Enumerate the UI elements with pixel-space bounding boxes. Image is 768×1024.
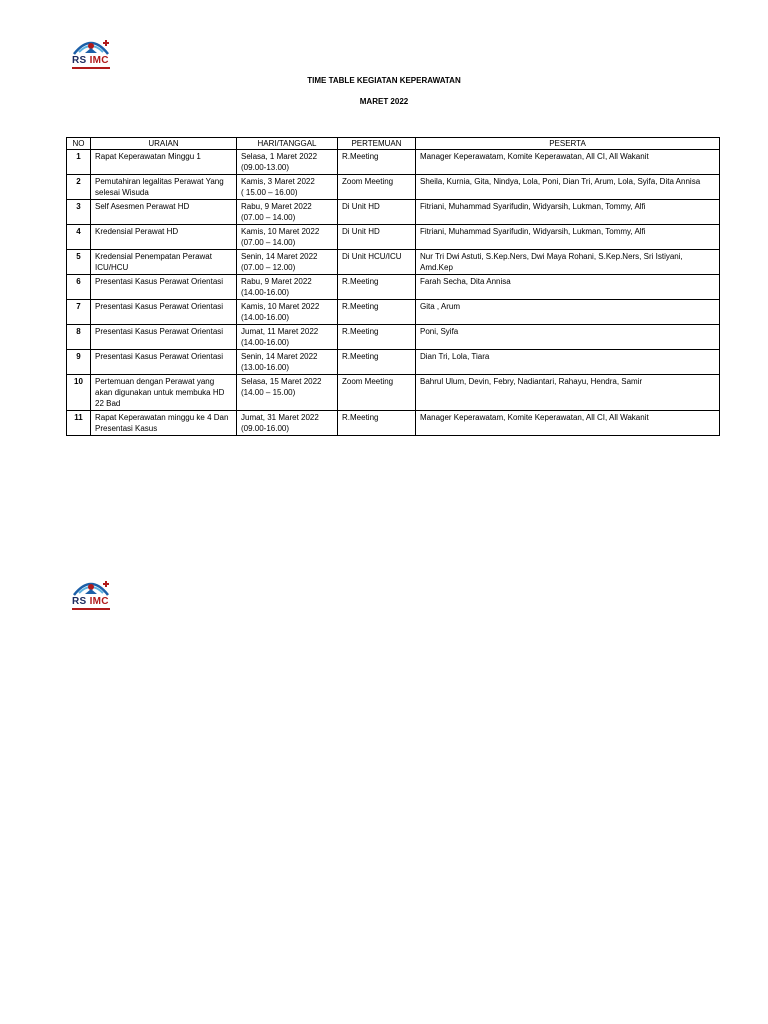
row-uraian: Presentasi Kasus Perawat Orientasi	[91, 325, 237, 350]
table-row	[67, 175, 720, 200]
row-peserta: Nur Tri Dwi Astuti, S.Kep.Ners, Dwi Maya Rohani, S.Kep.Ners, Sri Istiyani, Amd.Kep	[416, 250, 720, 275]
row-uraian: Presentasi Kasus Perawat Orientasi	[91, 300, 237, 325]
row-waktu: (09.00-13.00)	[241, 163, 290, 172]
row-number: 9	[67, 350, 91, 375]
row-tanggal: Kamis, 10 Maret 2022	[241, 302, 320, 311]
row-tanggal: Rabu, 9 Maret 2022	[241, 202, 312, 211]
column-header-peserta: PESERTA	[416, 138, 720, 150]
row-uraian: Presentasi Kasus Perawat Orientasi	[91, 275, 237, 300]
row-hari-tanggal	[237, 200, 338, 225]
row-uraian: Pertemuan dengan Perawat yang akan digunakan untuk membuka HD 22 Bad	[91, 375, 237, 411]
row-waktu: (14.00-16.00)	[241, 313, 290, 322]
row-hari-tanggal	[237, 350, 338, 375]
row-tanggal: Jumat, 31 Maret 2022	[241, 413, 319, 422]
row-hari-tanggal	[237, 411, 338, 436]
row-waktu: (07.00 – 14.00)	[241, 238, 296, 247]
table-row	[67, 275, 720, 300]
row-waktu: (09.00-16.00)	[241, 424, 290, 433]
row-hari-tanggal	[237, 325, 338, 350]
table-header-row	[67, 138, 720, 150]
row-tanggal: Kamis, 3 Maret 2022	[241, 177, 315, 186]
row-waktu: ( 15.00 – 16.00)	[241, 188, 298, 197]
row-uraian: Self Asesmen Perawat HD	[91, 200, 237, 225]
row-uraian: Pemutahiran legalitas Perawat Yang selesai Wisuda	[91, 175, 237, 200]
row-pertemuan: R.Meeting	[338, 411, 416, 436]
table-row	[67, 411, 720, 436]
hospital-logo	[70, 36, 112, 70]
row-number: 3	[67, 200, 91, 225]
column-header-uraian: URAIAN	[91, 138, 237, 150]
row-peserta: Manager Keperawatam, Komite Keperawatan, All CI, All Wakanit	[416, 150, 720, 175]
row-peserta: Bahrul Ulum, Devin, Febry, Nadiantari, Rahayu, Hendra, Samir	[416, 375, 720, 411]
row-hari-tanggal	[237, 250, 338, 275]
row-number: 11	[67, 411, 91, 436]
row-peserta: Fitriani, Muhammad Syarifudin, Widyarsih, Lukman, Tommy, Alfi	[416, 225, 720, 250]
table-row	[67, 350, 720, 375]
logo-text: RS IMC	[72, 55, 109, 66]
row-pertemuan: Di Unit HD	[338, 225, 416, 250]
row-uraian: Rapat Keperawatan Minggu 1	[91, 150, 237, 175]
hospital-logo-page-2	[70, 577, 112, 611]
row-hari-tanggal	[237, 175, 338, 200]
row-tanggal: Kamis, 10 Maret 2022	[241, 227, 320, 236]
row-waktu: (07.00 – 12.00)	[241, 263, 296, 272]
schedule-table	[66, 137, 720, 436]
table-row	[67, 250, 720, 275]
row-tanggal: Rabu, 9 Maret 2022	[241, 277, 312, 286]
row-tanggal: Jumat, 11 Maret 2022	[241, 327, 319, 336]
row-pertemuan: Di Unit HCU/ICU	[338, 250, 416, 275]
logo-underline	[72, 67, 110, 69]
row-pertemuan: R.Meeting	[338, 300, 416, 325]
row-pertemuan: R.Meeting	[338, 150, 416, 175]
table-row	[67, 200, 720, 225]
document-title: TIME TABLE KEGIATAN KEPERAWATAN	[307, 76, 461, 85]
row-pertemuan: Zoom Meeting	[338, 375, 416, 411]
row-uraian: Kredensial Perawat HD	[91, 225, 237, 250]
row-number: 6	[67, 275, 91, 300]
row-uraian: Presentasi Kasus Perawat Orientasi	[91, 350, 237, 375]
row-peserta: Fitriani, Muhammad Syarifudin, Widyarsih, Lukman, Tommy, Alfi	[416, 200, 720, 225]
row-peserta: Farah Secha, Dita Annisa	[416, 275, 720, 300]
row-pertemuan: Di Unit HD	[338, 200, 416, 225]
logo-underline	[72, 608, 110, 610]
row-peserta: Dian Tri, Lola, Tiara	[416, 350, 720, 375]
row-hari-tanggal	[237, 375, 338, 411]
row-peserta: Sheila, Kurnia, Gita, Nindya, Lola, Poni, Dian Tri, Arum, Lola, Syifa, Dita Annisa	[416, 175, 720, 200]
row-hari-tanggal	[237, 275, 338, 300]
row-pertemuan: R.Meeting	[338, 325, 416, 350]
row-hari-tanggal	[237, 225, 338, 250]
column-header-pertemuan: PERTEMUAN	[338, 138, 416, 150]
table-row	[67, 300, 720, 325]
row-waktu: (07.00 – 14.00)	[241, 213, 296, 222]
column-header-hari-tanggal: HARI/TANGGAL	[237, 138, 338, 150]
row-peserta: Gita , Arum	[416, 300, 720, 325]
row-waktu: (14.00-16.00)	[241, 288, 290, 297]
table-row	[67, 325, 720, 350]
row-number: 7	[67, 300, 91, 325]
row-uraian: Kredensial Penempatan Perawat ICU/HCU	[91, 250, 237, 275]
table-row	[67, 225, 720, 250]
row-peserta: Poni, Syifa	[416, 325, 720, 350]
row-waktu: (13.00-16.00)	[241, 363, 290, 372]
row-hari-tanggal	[237, 300, 338, 325]
row-pertemuan: Zoom Meeting	[338, 175, 416, 200]
row-number: 2	[67, 175, 91, 200]
row-number: 5	[67, 250, 91, 275]
column-header-no: NO	[67, 138, 91, 150]
document-subtitle: MARET 2022	[359, 97, 409, 106]
row-tanggal: Selasa, 1 Maret 2022	[241, 152, 318, 161]
row-peserta: Manager Keperawatam, Komite Keperawatan, All CI, All Wakanit	[416, 411, 720, 436]
row-pertemuan: R.Meeting	[338, 350, 416, 375]
row-tanggal: Senin, 14 Maret 2022	[241, 352, 318, 361]
logo-text: RS IMC	[72, 596, 109, 607]
row-waktu: (14.00-16.00)	[241, 338, 290, 347]
row-tanggal: Selasa, 15 Maret 2022	[241, 377, 322, 386]
row-number: 1	[67, 150, 91, 175]
table-row	[67, 375, 720, 411]
row-pertemuan: R.Meeting	[338, 275, 416, 300]
row-waktu: (14.00 – 15.00)	[241, 388, 296, 397]
row-hari-tanggal	[237, 150, 338, 175]
row-number: 4	[67, 225, 91, 250]
table-row	[67, 150, 720, 175]
row-number: 10	[67, 375, 91, 411]
row-tanggal: Senin, 14 Maret 2022	[241, 252, 318, 261]
row-uraian: Rapat Keperawatan minggu ke 4 Dan Presentasi Kasus	[91, 411, 237, 436]
row-number: 8	[67, 325, 91, 350]
